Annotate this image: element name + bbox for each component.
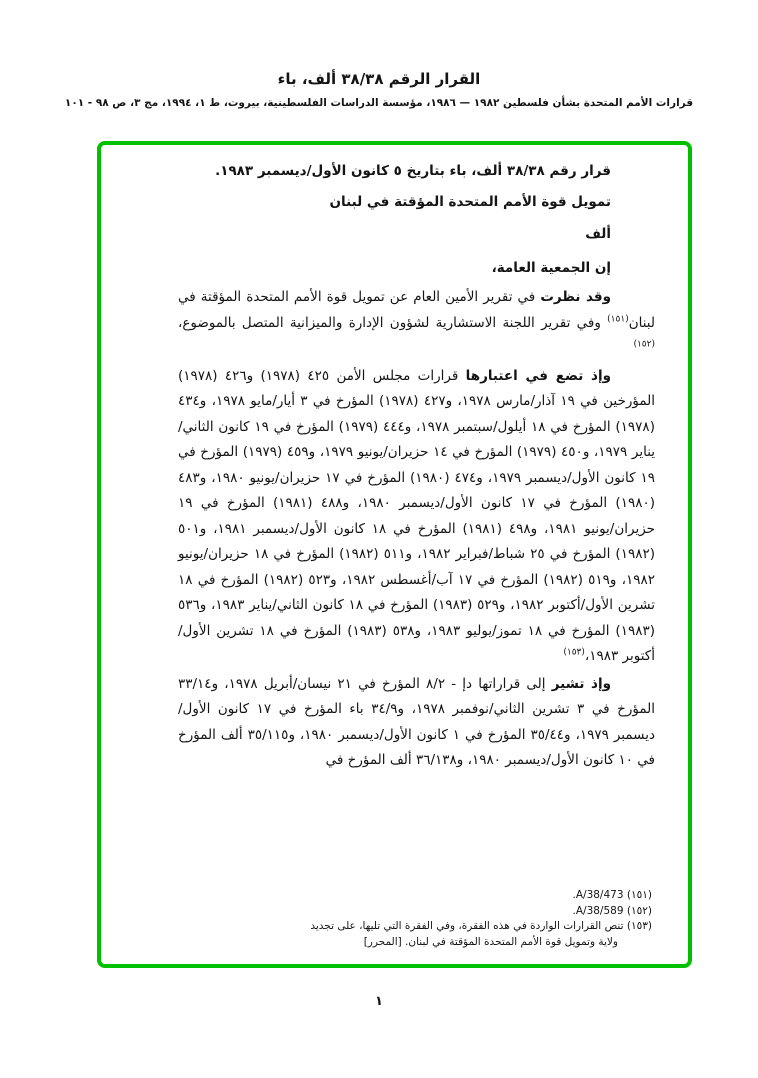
footnote xyxy=(304,904,652,920)
text-segment: قرار رقم ٣٨/٣٨ ألف، باء بتاريخ ٥ كانون الأول/ديسمبر ١٩٨٣. xyxy=(215,163,611,179)
page-number: ١ xyxy=(375,994,383,1009)
document-title: القرار الرقم ٣٨/٣٨ ألف، باء xyxy=(277,70,481,88)
footnote-number: (١٥٣) xyxy=(626,920,652,932)
footnote-text: تنص القرارات الواردة في هذه الفقرة، وفي الفقرة التي تليها، على تجديد ولاية وتمويل قوة الأمم المتحدة المؤقتة في لبنان. [المحرر] xyxy=(310,920,627,948)
text-segment: وإذ تشير xyxy=(551,675,611,692)
footnotes-section xyxy=(304,888,652,950)
text-segment: إن الجمعية العامة، xyxy=(491,259,611,276)
highlight-border-box xyxy=(97,141,692,968)
text-segment: وإذ تضع في اعتبارها xyxy=(465,367,612,384)
footnote-marker: (١٥١) xyxy=(607,314,629,324)
text-segment: في تقرير الأمين العام عن تمويل قوة الأمم المتحدة المؤقتة في لبنان xyxy=(178,289,655,331)
text-segment: ألف xyxy=(585,226,611,242)
paragraph xyxy=(178,190,655,216)
paragraph xyxy=(178,159,655,185)
document-header xyxy=(0,0,758,109)
footnote xyxy=(304,919,652,950)
resolution-text-block xyxy=(178,159,655,776)
text-segment: قرارات مجلس الأمن ٤٢٥ (١٩٧٨) و٤٢٦ (١٩٧٨) المؤرخين في ١٩ آذار/مارس ١٩٧٨، و٤٢٧ (١٩٧٨) المؤرخ في ٣ أيار/مايو ١٩٧٨، و٤٣٤ (١٩٧٨) المؤرخ في ١٨ أيلول/سبتمبر ١٩٧٨، و٤٤٤ (١٩٧٩) المؤرخ في ١٩ كانون الثاني/يناير ١٩٧٩، و٤٥٠ (١٩٧٩) المؤرخ في ١٤ حزيران/يونيو ١٩٧٩، و٤٥٩ (١٩٧٩) المؤرخ في ١٩ كانون الأول/ديسمبر ١٩٧٩، و٤٧٤ (١٩٨٠) المؤرخ في ١٧ حزيران/يونيو ١٩٨٠، و٤٨٣ (١٩٨٠) المؤرخ في ١٧ كانون الأول/ديسمبر ١٩٨٠، و٤٨٨ (١٩٨١) المؤرخ في ١٩ حزيران/يونيو ١٩٨١، و٤٩٨ (١٩٨١) المؤرخ في ١٨ كانون الأول/ديسمبر ١٩٨١، و٥٠١ (١٩٨٢) المؤرخ في ٢٥ شباط/فبراير ١٩٨٢، و٥١١ (١٩٨٢) المؤرخ في ١٨ حزيران/يونيو ١٩٨٢، و٥١٩ (١٩٨٢) المؤرخ في ١٧ آب/أغسطس ١٩٨٢، و٥٢٣ (١٩٨٢) المؤرخ في ١٨ تشرين الأول/أكتوبر ١٩٨٢، و٥٢٩ (١٩٨٣) المؤرخ في ١٨ كانون الثاني/يناير ١٩٨٣، و٥٣٦ (١٩٨٣) المؤرخ في ١٨ تموز/يوليو ١٩٨٣، و٥٣٨ (١٩٨٣) المؤرخ في ١٨ تشرين الأول/أكتوبر ١٩٨٣، xyxy=(178,367,656,664)
footnote-number: (١٥٢) xyxy=(626,904,652,917)
paragraph xyxy=(178,672,655,774)
text-segment: وفي تقرير اللجنة الاستشارية لشؤون الإدارة والميزانية المتصل بالموضوع، xyxy=(178,314,608,331)
paragraph xyxy=(178,222,655,248)
paragraph xyxy=(178,285,655,362)
source-citation: قرارات الأمم المتحدة بشأن فلسطين ١٩٨٢ — ١٩٨٦، مؤسسة الدراسات الفلسطينية، بيروت، ط ١، ١٩٩٤، مج ٣، ص ٩٨ - ١٠١ xyxy=(64,97,694,109)
footnote-marker: (١٥٢) xyxy=(633,339,655,350)
paragraph xyxy=(178,364,655,670)
footnote-text: A/38/589. xyxy=(572,904,627,917)
paragraph xyxy=(178,256,655,282)
footnote-number: (١٥١) xyxy=(626,889,652,901)
footnote xyxy=(304,888,652,904)
footnote-text: A/38/473. xyxy=(572,889,627,901)
text-segment: إلى قراراتها دإ - ٨/٢ المؤرخ في ٢١ نيسان/أبريل ١٩٧٨، و٣٣/١٤ المؤرخ في ٣ تشرين الثاني/نوفمبر ١٩٧٨، و٣٤/٩ باء المؤرخ في ١٧ كانون الأول/ديسمبر ١٩٧٩، و٣٥/٤٤ المؤرخ في ١ كانون الأول/ديسمبر ١٩٨٠، و٣٥/١١٥ ألف المؤرخ في ١٠ كانون الأول/ديسمبر ١٩٨٠، و٣٦/١٣٨ ألف المؤرخ في xyxy=(178,675,655,768)
paragraphs-container xyxy=(178,159,655,774)
text-segment: وقد نظرت xyxy=(540,289,611,305)
text-segment: تمويل قوة الأمم المتحدة المؤقتة في لبنان xyxy=(329,193,611,210)
footnote-marker: (١٥٣) xyxy=(563,647,585,658)
